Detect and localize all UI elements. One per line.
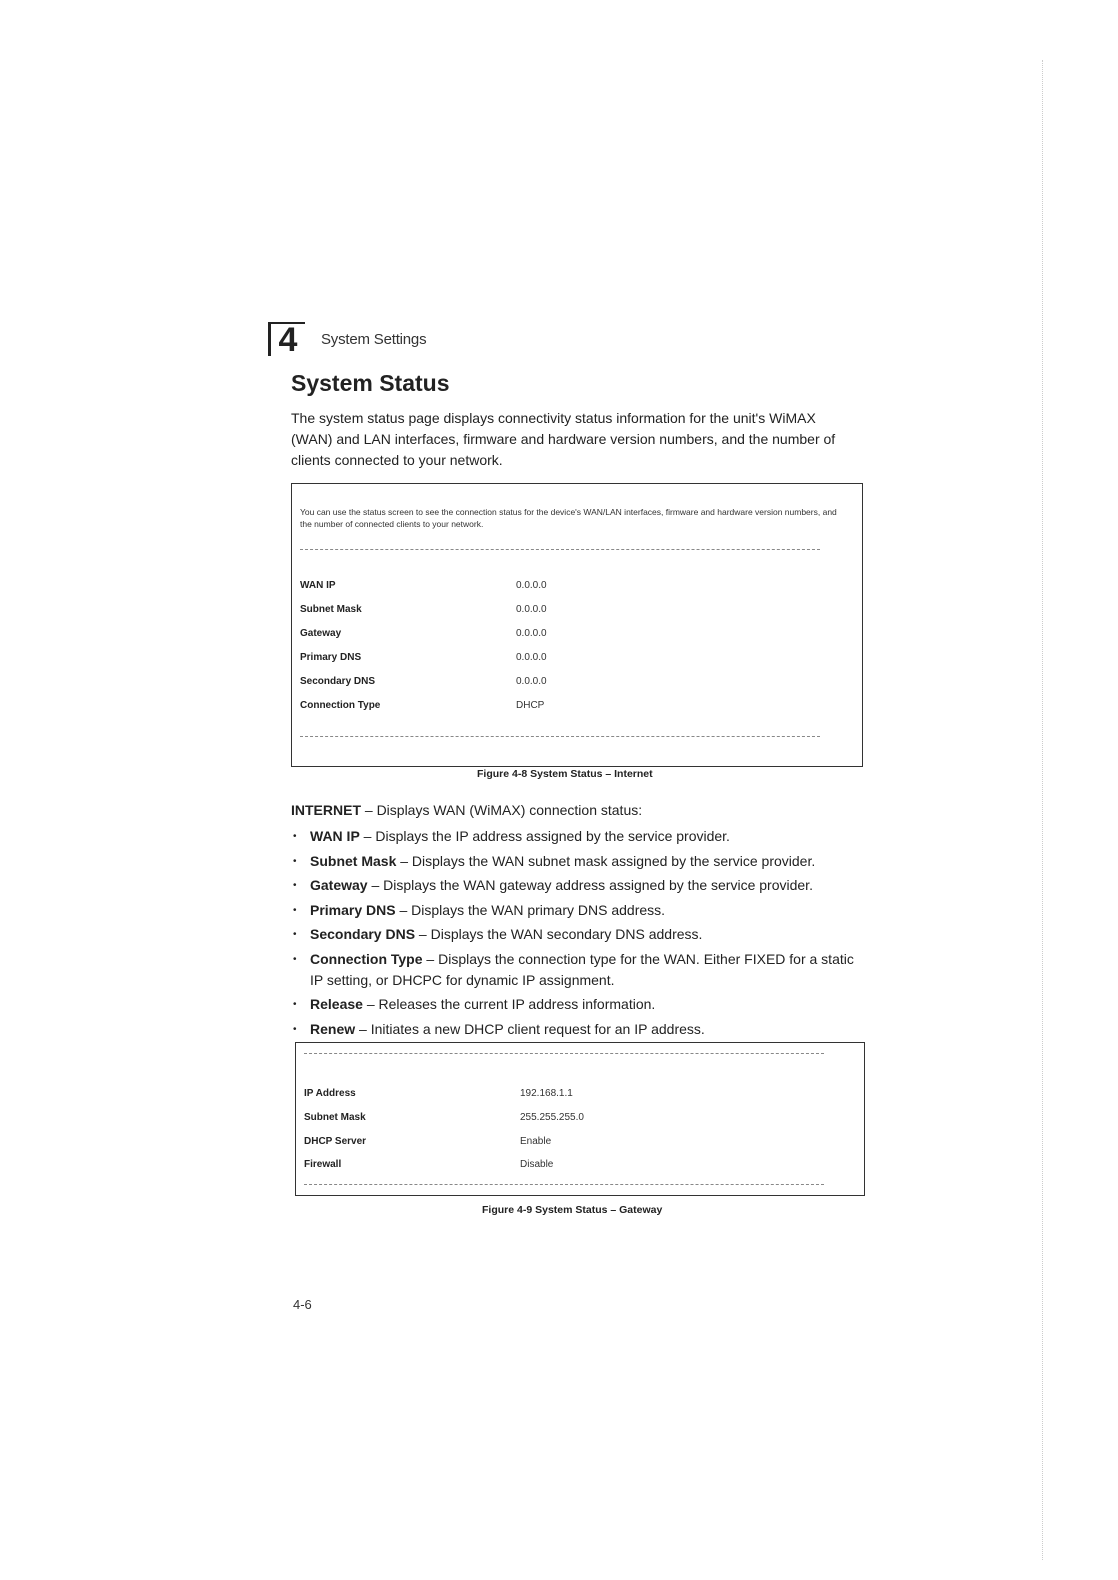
bullet-icon: • [293,929,297,940]
list-item-text: – Displays the connection type for the WAN. Either FIXED for a static IP setting, or DHCPC for dynamic IP assignment. [310,950,854,988]
row-label: Firewall [304,1159,342,1170]
divider-bottom [304,1184,824,1185]
list-item-text: – Displays the WAN subnet mask assigned by the service provider. [396,852,816,869]
status-row [300,652,820,670]
list-item [291,949,861,991]
row-label: Subnet Mask [300,604,362,615]
row-label: IP Address [304,1088,356,1099]
internet-term: INTERNET [291,802,361,818]
bullet-icon: • [293,953,297,965]
row-value: Disable [520,1159,554,1170]
row-value: 0.0.0.0 [516,652,547,663]
list-item [291,900,861,921]
section-title: System Status [291,370,450,396]
figure-gateway-screenshot [295,1042,865,1196]
row-label: Subnet Mask [304,1112,366,1123]
bullet-icon: • [293,904,297,916]
list-item [291,851,861,872]
row-value: 0.0.0.0 [516,580,547,591]
row-value: 0.0.0.0 [516,676,547,687]
divider-top [300,549,820,550]
list-item-term: Primary DNS [310,901,396,918]
list-item-term: Connection Type [310,950,423,967]
bullet-icon: • [293,999,297,1010]
list-item-text: – Displays the WAN gateway address assigned by the service provider. [367,877,813,893]
field-descriptions-list [291,826,861,1043]
status-row [300,604,820,622]
figure-caption: Figure 4-9 System Status – Gateway [482,1204,663,1216]
status-row [300,580,820,598]
list-item [291,924,861,945]
list-item-term: Release [310,996,363,1012]
list-item-term: Gateway [310,877,368,893]
bullet-icon: • [293,831,297,842]
row-value: 192.168.1.1 [520,1088,573,1099]
status-row [304,1136,824,1154]
row-label: Primary DNS [300,652,362,663]
internet-text: – Displays WAN (WiMAX) connection status: [361,802,643,818]
row-value: 0.0.0.0 [516,628,547,639]
list-item-text: – Initiates a new DHCP client request for an IP address. [355,1020,705,1037]
scan-edge-artifact [1042,60,1044,1560]
list-item-text: – Displays the IP address assigned by the service provider. [359,828,730,844]
row-label: DHCP Server [304,1136,367,1147]
intro-paragraph: The system status page displays connectivity status information for the unit's WiMAX (WAN) and LAN interfaces, firmware and hardware version numbers, and the number of clients connected to your network. [291,410,836,468]
row-label: Connection Type [300,700,381,711]
bullet-icon: • [293,1023,297,1035]
chapter-header [268,320,427,359]
list-item-text: – Displays the WAN secondary DNS address. [415,926,703,942]
list-item [291,994,861,1015]
chapter-title: System Settings [321,330,427,348]
divider-bottom [300,736,820,737]
divider-top [304,1053,824,1054]
internet-description [291,800,861,820]
status-row [304,1088,824,1106]
chapter-number: 4 [268,322,305,356]
status-row [300,700,820,718]
row-label: Gateway [300,628,342,639]
row-value: 255.255.255.0 [520,1112,584,1123]
row-value: Enable [520,1136,552,1147]
page-number: 4-6 [293,1297,312,1312]
list-item-term: WAN IP [310,828,360,844]
status-description: You can use the status screen to see the connection status for the device's WAN/LAN interfaces, firmware and hardware version numbers, and the number of connected clients to your network. [300,507,837,529]
row-label: WAN IP [300,580,336,591]
status-row [300,628,820,646]
bullet-icon: • [293,855,297,867]
list-item [291,1019,861,1040]
status-row [304,1112,824,1130]
list-item-term: Renew [310,1020,356,1037]
list-item [291,826,861,847]
list-item [291,875,861,896]
status-row [300,676,820,694]
figure-caption: Figure 4-8 System Status – Internet [477,768,653,780]
list-item-text: – Displays the WAN primary DNS address. [395,901,666,918]
figure-internet-screenshot [291,483,863,767]
row-value: 0.0.0.0 [516,604,547,615]
list-item-text: – Releases the current IP address information. [362,996,656,1012]
row-value: DHCP [516,700,545,711]
status-row [304,1159,824,1177]
row-label: Secondary DNS [300,676,376,687]
bullet-icon: • [293,880,297,891]
list-item-term: Subnet Mask [310,852,397,869]
list-item-term: Secondary DNS [310,926,416,942]
